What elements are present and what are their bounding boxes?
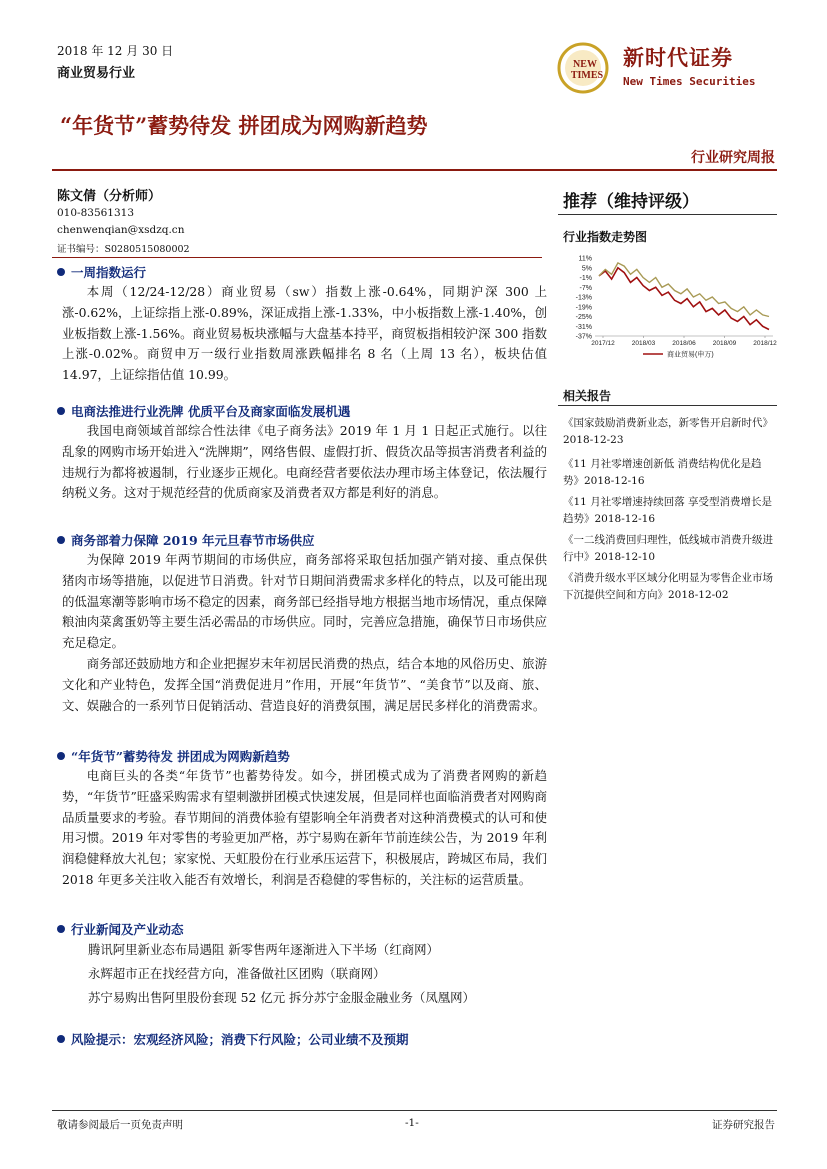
related-divider (558, 405, 777, 406)
section-body (62, 282, 547, 386)
analyst-name: 陈文倩（分析师） (57, 189, 162, 204)
news-item: 永辉超市正在找经营方向，准备做社区团购（联商网） (88, 966, 386, 981)
section-title: 电商法推进行业洗牌 优质平台及商家面临发展机遇 (71, 404, 351, 419)
report-type: 行业研究周报 (691, 150, 775, 166)
bullet-icon (57, 407, 65, 415)
analyst-email: chenwenqian@xsdzq.cn (57, 224, 185, 236)
svg-text:TIMES: TIMES (570, 70, 604, 81)
company-logo (553, 38, 788, 98)
chart-legend (643, 350, 714, 359)
rating-divider (558, 214, 777, 215)
paragraph: 商务部还鼓励地方和企业把握岁末年初居民消费的热点，结合本地的风俗历史、旅游文化和产业特色，发挥全国“消费促进月”作用，开展“年货节”、“美食节”以及商、旅、文、娱融合的一系列节日促销活动、营造良好的消费氛围，满足居民多样化的消费需求。 (62, 655, 547, 713)
bullet-icon (57, 536, 65, 544)
y-tick-label: 11% (578, 255, 592, 263)
related-report-item: 《11 月社零增速创新低 消费结构优化是趋势》2018-12-16 (563, 458, 762, 487)
section-body (62, 421, 547, 504)
series-line-commerce-index (599, 268, 769, 330)
y-tick-label: -1% (579, 275, 592, 282)
analyst-phone: 010-83561313 (57, 207, 135, 219)
x-tick-label: 2017/12 (591, 340, 615, 347)
bullet-icon (57, 752, 65, 760)
risk-text: 风险提示：宏观经济风险；消费下行风险；公司业绩不及预期 (71, 1032, 409, 1047)
x-tick-label: 2018/09 (712, 340, 737, 347)
logo-mark-icon (553, 38, 617, 96)
legend-label: 商业贸易(申万) (667, 351, 714, 359)
section-title: 一周指数运行 (71, 265, 147, 280)
y-tick-label: -37% (575, 333, 592, 341)
y-tick-label: -19% (575, 304, 592, 312)
report-date: 2018 年 12 月 30 日 (57, 44, 174, 58)
paragraph: 我国电商领域首部综合性法律《电子商务法》2019 年 1 月 1 日起正式施行。以往乱象的网购市场开始进入“洗牌期”，网络售假、虚假打折、假货次品等损害消费者利益的违规行为都将被遏制，行业逐步正规化。电商经营者要依法办理市场主体登记，依法履行纳税义务。这对于规范经营的优质商家及消费者双方都是利好的消息。 (62, 423, 547, 501)
rating: 推荐（维持评级） (563, 192, 699, 212)
footer-label: 证券研究报告 (712, 1119, 775, 1131)
logo-english-name: New Times Securities (623, 75, 756, 88)
section-title: “年货节”蓄势待发 拼团成为网购新趋势 (71, 749, 290, 764)
related-report-item: 《11 月社零增速持续回落 享受型消费增长是趋势》2018-12-16 (563, 496, 773, 525)
footer-disclaimer: 敬请参阅最后一页免责声明 (57, 1119, 183, 1131)
news-item: 腾讯阿里新业态布局遇阻 新零售两年逐渐进入下半场（红商网） (88, 942, 439, 957)
y-tick-label: -25% (575, 314, 592, 321)
paragraph: 本周（12/24-12/28）商业贸易（sw）指数上涨-0.64%，同期沪深 300 上涨-0.62%，上证综指上涨-0.89%，深证成指上涨-1.33%，中小板指数上涨-1.40%，创业板指数上涨-1.56%。商业贸易板块涨幅与大盘基本持平，商贸板指相较沪深 300 指数上涨-0.02%。商贸申万一级行业指数周涨跌幅排名 8 名（上周 13 名），板块估值 14.97，上证综指估值 10.99。 (62, 284, 547, 383)
section-title: 行业新闻及产业动态 (71, 922, 184, 937)
related-report-item: 《消费升级水平区域分化明显为零售企业市场下沉提供空间和方向》2018-12-02 (563, 572, 773, 601)
x-tick-label: 2018/12 (753, 340, 777, 347)
x-tick-label: 2018/03 (631, 340, 656, 347)
svg-text:NEW: NEW (573, 59, 597, 70)
bullet-icon (57, 925, 65, 933)
report-title: “年货节”蓄势待发 拼团成为网购新趋势 (60, 113, 428, 138)
page-number: -1- (405, 1117, 419, 1129)
paragraph: 电商巨头的各类“年货节”也蓄势待发。如今，拼团模式成为了消费者网购的新趋势，“年货节”旺盛采购需求有望刺激拼团模式快速发展，但是同样也面临消费者对网购商品质量要求的考验。春节期间的消费体验有望影响全年消费者对这种消费模式的认可和使用习惯。2019 年对零售的考验更加严格，苏宁易购在新年节前连续公告，为 2019 年利润稳健释放大礼包；家家悦、天虹股份在行业承压运营下，积极展店，跨城区布局，我们 2018 年更多关注收入能否有效增长，利润是否稳健的零售标的，关注标的运营质量。 (62, 768, 547, 887)
y-tick-label: 5% (581, 265, 592, 273)
section-heading (57, 920, 184, 938)
y-tick-label: -13% (575, 294, 592, 302)
related-report-item: 《一二线消费回归理性，低线城市消费升级进行中》2018-12-10 (563, 534, 773, 563)
y-tick-label: -7% (579, 284, 592, 292)
chart-title: 行业指数走势图 (563, 230, 648, 244)
x-tick-label: 2018/06 (672, 340, 696, 347)
news-item: 苏宁易购出售阿里股份套现 52 亿元 拆分苏宁金服金融业务（凤凰网） (88, 990, 475, 1005)
footer-divider (52, 1110, 777, 1111)
y-tick-label: -31% (575, 323, 592, 331)
series-line-hs300 (599, 263, 769, 317)
section-heading (57, 531, 315, 549)
chart-lines (599, 263, 769, 330)
analyst-divider (52, 257, 542, 258)
x-axis (591, 336, 777, 347)
section-body (62, 550, 547, 716)
related-reports-title: 相关报告 (563, 389, 612, 403)
industry-name: 商业贸易行业 (57, 66, 136, 81)
section-body (62, 766, 547, 891)
analyst-cert: 证书编号：S0280515080002 (57, 244, 190, 255)
y-axis (576, 256, 592, 341)
bullet-icon (57, 1035, 65, 1043)
section-heading (57, 747, 290, 765)
index-trend-chart (563, 252, 778, 367)
section-heading (57, 263, 146, 281)
section-title: 商务部着力保障 2019 年元旦春节市场供应 (71, 533, 315, 548)
paragraph: 为保障 2019 年两节期间的市场供应，商务部将采取包括加强产销对接、重点保供猪肉市场等措施，以促进节日消费。针对节日期间消费需求多样化的特点，以及可能出现的低温寒潮等影响市场不稳定的因素，商务部已经指导地方根据当地市场情况，重点保障粮油肉菜禽蛋奶等主要生活必需品的市场供应。同时，完善应急措施，确保节日市场供应充足稳定。 (62, 552, 547, 651)
header-divider (52, 169, 777, 171)
section-heading (57, 402, 350, 420)
logo-chinese-name: 新时代证券 (623, 45, 733, 70)
bullet-icon (57, 268, 65, 276)
risk-warning (57, 1030, 409, 1048)
related-report-item: 《国家鼓励消费新业态，新零售开启新时代》2018-12-23 (563, 417, 773, 446)
